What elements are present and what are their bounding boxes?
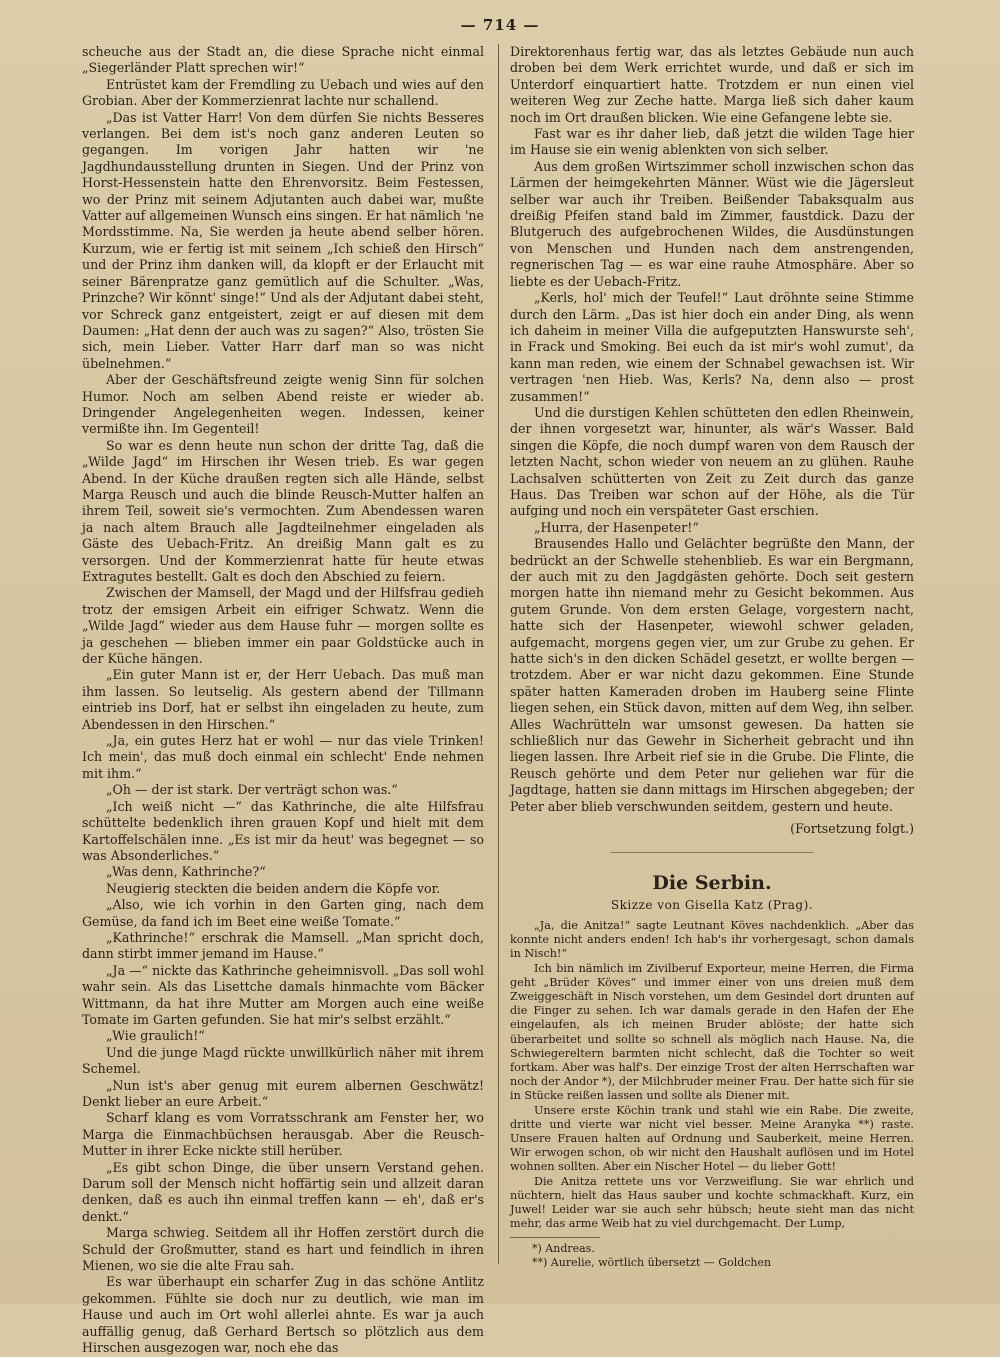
paragraph: Aus dem großen Wirtszimmer scholl inzwischen schon das Lärmen der heimgekehrten Männer. Wüst wie die Jägersleut selber war auch ihr Treiben. Beißender Tabaksqualm aus dreißig Pfeifen stand bald im Zimmer, faustdick. Dazu der Blutgeruch des aufgebrochenen Wildes, die Ausdünstungen von Menschen und Hunden nach dem anstrengenden, regnerischen Tag — es war eine rauhe Atmosphäre. Aber so liebte es der Uebach-Fritz. [510, 158, 914, 289]
footnote: *) Andreas. [532, 1242, 595, 1256]
paragraph: So war es denn heute nun schon der dritte Tag, daß die „Wilde Jagd“ im Hirschen ihr Wesen trieb. Es war gegen Abend. In der Küche draußen regten sich alle Hände, selbst Marga Reusch und auch die blinde Reusch-Mutter halfen an ihrem Teil, soweit sie's vermochten. Zum Abendessen waren ja nach altem Brauch alle Jagdteilnehmer eingeladen als Gäste des Uebach-Fritz. An dreißig Mann galt es zu versorgen. Und der Kommerzienrat hatte für heute etwas Extragutes bestellt. Galt es doch den Abschied zu feiern. [82, 437, 484, 584]
paragraph: Zwischen der Mamsell, der Magd und der Hilfsfrau gedieh trotz der emsigen Arbeit ein eifriger Schwatz. Wenn die „Wilde Jagd“ wieder aus dem Hause fuhr — morgen sollte es ja geschehen — blieben immer ein paar Goldstücke auch in der Küche hängen. [82, 585, 484, 667]
paragraph: Und die junge Magd rückte unwillkürlich näher mit ihrem Schemel. [82, 1044, 484, 1077]
paragraph: Marga schwieg. Seitdem all ihr Hoffen zerstört durch die Schuld der Großmutter, stand es hart und feindlich in ihren Mienen, wo sie die alte Frau sah. [82, 1225, 484, 1274]
section-separator [610, 852, 814, 853]
paragraph: „Ja, die Anitza!“ sagte Leutnant Köves nachdenklich. „Aber das konnte nicht anders enden! Ich hab's ihr vorhergesagt, schon damals in Nisch!“ [510, 918, 914, 961]
footnote-rule [510, 1237, 600, 1238]
paragraph: „Kerls, hol' mich der Teufel!“ Laut dröhnte seine Stimme durch den Lärm. „Das ist hier doch ein ander Ding, als wenn ich daheim in meiner Villa die aufgeputzten Hanswurste seh', in Frack und Smoking. Bei euch da ist mir's wohl zumut', da kann man reden, wie einem der Schnabel gewachsen ist. Wir vertragen 'nen Hieb. Was, Kerls? Na, denn also — prost zusammen!“ [510, 290, 914, 404]
left-column [82, 44, 484, 1357]
paragraph: Direktorenhaus fertig war, das als letztes Gebäude nun auch droben bei dem Werk errichtet wurde, und daß er sich im Unterdorf einquartiert hatte. Trotzdem er nun einen viel weiteren Weg zur Zeche hatte. Marga ließ sich daher kaum noch im Ort draußen blicken. Wie eine Gefangene lebte sie. [510, 44, 914, 125]
page-number: — 714 — [460, 16, 540, 34]
paragraph: Entrüstet kam der Fremdling zu Uebach und wies auf den Grobian. Aber der Kommerzienrat lachte nur schallend. [82, 76, 484, 109]
paragraph: Brausendes Hallo und Gelächter begrüßte den Mann, der bedrückt an der Schwelle stehenblieb. Es war ein Bergmann, der auch mit zu den Jagdgästen gehörte. Doch seit gestern morgen hatte ihn niemand mehr zu Gesicht bekommen. Aus gutem Grunde. Von dem ersten Gelage, vorgestern nacht, hatte sich der Hasenpeter, wiewohl schwer geladen, aufgemacht, morgens gegen vier, um zur Grube zu gehen. Er hatte sich's in den dicken Schädel gesetzt, er wollte bergen — trotzdem. Aber er war nicht dazu gekommen. Eine Stunde später hatten Kameraden droben im Hauberg seine Flinte liegen sehen, ein Stück davon, mitten auf dem Weg, ihn selber. Alles Wachrütteln war umsonst gewesen. Da hatten sie schließlich nur das Gewehr in Sicherheit gebracht und ihn liegen lassen. Ihre Arbeit rief sie in die Grube. Die Flinte, die Reusch gehörte und dem Peter nur geliehen war für die Jagdtage, hatten sie dann mittags im Hirschen abgegeben; der Peter aber blieb verschwunden seitdem, gestern und heute. [510, 536, 914, 814]
paragraph: „Ja, ein gutes Herz hat er wohl — nur das viele Trinken! Ich mein', das muß doch einmal ein schlecht' Ende nehmen mit ihm.“ [82, 733, 484, 781]
paragraph: scheuche aus der Stadt an, die diese Sprache nicht einmal „Siegerländer Platt sprechen wir!“ [82, 44, 484, 76]
column-divider [498, 44, 499, 1264]
paragraph: „Hurra, der Hasenpeter!“ [534, 519, 699, 535]
paragraph: Aber der Geschäftsfreund zeigte wenig Sinn für solchen Humor. Noch am selben Abend reiste er wieder ab. Dringender Angelegenheiten wegen. Indessen, keiner vermißte ihn. Im Gegenteil! [82, 372, 484, 437]
paragraph: „Ein guter Mann ist er, der Herr Uebach. Das muß man ihm lassen. So leutselig. Als gestern abend der Tillmann eintrieb ins Dorf, hat er selbst ihn eingeladen zu heute, zum Abendessen in den Hirschen.“ [82, 667, 484, 732]
paragraph: „Kathrinche!“ erschrak die Mamsell. „Man spricht doch, dann stirbt immer jemand im Hause.“ [82, 929, 484, 962]
paragraph: Es war überhaupt ein scharfer Zug in das schöne Antlitz gekommen. Fühlte sie doch nur zu deutlich, wie man im Hause und auch im Ort wohl allerlei ahnte. Es war ja auch auffällig genug, daß Gerhard Bertsch so plötzlich aus dem Hirschen ausgezogen war, noch ehe das [82, 1274, 484, 1356]
paragraph: „Nun ist's aber genug mit eurem albernen Geschwätz! Denkt lieber an eure Arbeit.“ [82, 1077, 484, 1109]
paragraph: „Ich weiß nicht —“ das Kathrinche, die alte Hilfsfrau schüttelte bedenklich ihren grauen Kopf und hielt mit dem Kartoffelschälen inne. „Es ist mir da heut' was begegnet — so was Absonderliches.“ [82, 798, 484, 863]
paragraph: „Also, wie ich vorhin in den Garten ging, nach dem Gemüse, da fand ich im Beet eine weiße Tomate.“ [82, 897, 484, 929]
paragraph: „Ja —“ nickte das Kathrinche geheimnisvoll. „Das soll wohl wahr sein. Als das Lisettche damals hinmachte vom Bäcker Wittmann, da hat ihre Mutter am Morgen auch eine weiße Tomate im Garten gefunden. Sie hat mir's selbst erzählt.“ [82, 962, 484, 1027]
paragraph: Unsere erste Köchin trank und stahl wie ein Rabe. Die zweite, dritte und vierte war nicht viel besser. Meine Aranyka **) raste. Unsere Frauen halten auf Ordnung und Sauberkeit, meine Herren. Wir erwogen schon, ob wir nicht den Haushalt auflösen und im Hotel wohnen sollten. Aber ein Nischer Hotel — du lieber Gott! [510, 1103, 914, 1174]
paragraph: Ich bin nämlich im Zivilberuf Exporteur, meine Herren, die Firma geht „Brüder Köves“ und immer einer von uns dreien muß dem Zweiggeschäft in Nisch vorstehen, um dem Gesindel dort drunten auf die Finger zu sehen. Ich war damals gerade in den Hafen der Ehe eingelaufen, als ich meinen Bruder ablöste; der hatte sich überarbeitet und sollte so schnell als möglich nach Hause. Na, die Schwiegereltern barmten nicht schlecht, daß die Tochter so weit fortkam. Aber was half's. Der einzige Trost der alten Herrschaften war noch der Andor *), der Milchbruder meiner Frau. Der hatte sich für sie in Stücke reißen lassen und sollte als Diener mit. [510, 961, 914, 1103]
paragraph: „Wie graulich!“ [106, 1028, 205, 1044]
paragraph: Scharf klang es vom Vorratsschrank am Fenster her, wo Marga die Einmachbüchsen herausgab. Aber die Reusch-Mutter in ihrer Ecke nickte still herüber. [82, 1110, 484, 1159]
story-body [510, 919, 914, 1231]
paragraph: Die Anitza rettete uns vor Verzweiflung. Sie war ehrlich und nüchtern, hielt das Haus sauber und kochte schmackhaft. Kurz, ein Juwel! Leider war sie auch sehr hübsch; heute sieht man das nicht mehr, das arme Weib hat zu viel durchgemacht. Der Lump, [510, 1174, 914, 1231]
paragraph: Und die durstigen Kehlen schütteten den edlen Rheinwein, der ihnen vorgesetzt war, hinunter, als wär's Wasser. Bald singen die Köpfe, die noch dumpf waren von dem Rausch der letzten Nacht, schon wieder von neuem an zu glühen. Rauhe Lachsalven schütterten von Zeit zu Zeit durch das ganze Haus. Das Treiben war schon auf der Höhe, als die Tür aufging und noch ein verspäteter Gast erschien. [510, 404, 914, 519]
paragraph: Neugierig steckten die beiden andern die Köpfe vor. [106, 880, 441, 896]
right-column [510, 44, 914, 1270]
paragraph: „Oh — der ist stark. Der verträgt schon was.“ [106, 782, 398, 798]
paragraph: Fast war es ihr daher lieb, daß jetzt die wilden Tage hier im Hause sie ein wenig ablenkten von sich selber. [510, 126, 914, 158]
paragraph: „Es gibt schon Dinge, die über unsern Verstand gehen. Darum soll der Mensch nicht hoffärtig sein und allzeit daran denken, daß es auch ihn einmal treffen kann — eh', daß er's denkt.“ [82, 1159, 484, 1224]
paragraph: „Das ist Vatter Harr! Von dem dürfen Sie nichts Besseres verlangen. Bei dem ist's noch ganz anderen Leuten so gegangen. Im vorigen Jahr hatten wir 'ne Jagdhundausstellung drunten in Siegen. Und der Prinz von Horst-Hessenstein hatte den Ehrenvorsitz. Beim Festessen, wo der Prinz mit seinem Adjutanten auch dabei war, mußte Vatter auf allgemeinen Wunsch eins singen. Er hat nämlich 'ne Mordsstimme. Na, Sie werden ja heute abend selber hören. Kurzum, wie er fertig ist mit seinem „Ich schieß den Hirsch“ und der Prinz ihm danken will, da klopft er der Erlaucht mit seiner Bärenpratze ganz gemütlich auf die Schulter. „Was, Prinzche? Wir könnt' singe!“ Und als der Adjutant dabei steht, vor Schreck ganz entgeistert, zeigt er auf diesen mit dem Daumen: „Hat denn der auch was zu sagen?“ Also, trösten Sie sich, mein Lieber. Vatter Harr darf man so was nicht übelnehmen.“ [82, 109, 484, 371]
continuation-note: (Fortsetzung folgt.) [790, 821, 914, 837]
byline: Skizze von Gisella Katz (Prag). [610, 897, 814, 912]
story-title: Die Serbin. [652, 871, 772, 894]
paragraph: „Was denn, Kathrinche?“ [106, 864, 266, 880]
footnote: **) Aurelie, wörtlich übersetzt — Goldchen [532, 1256, 772, 1270]
